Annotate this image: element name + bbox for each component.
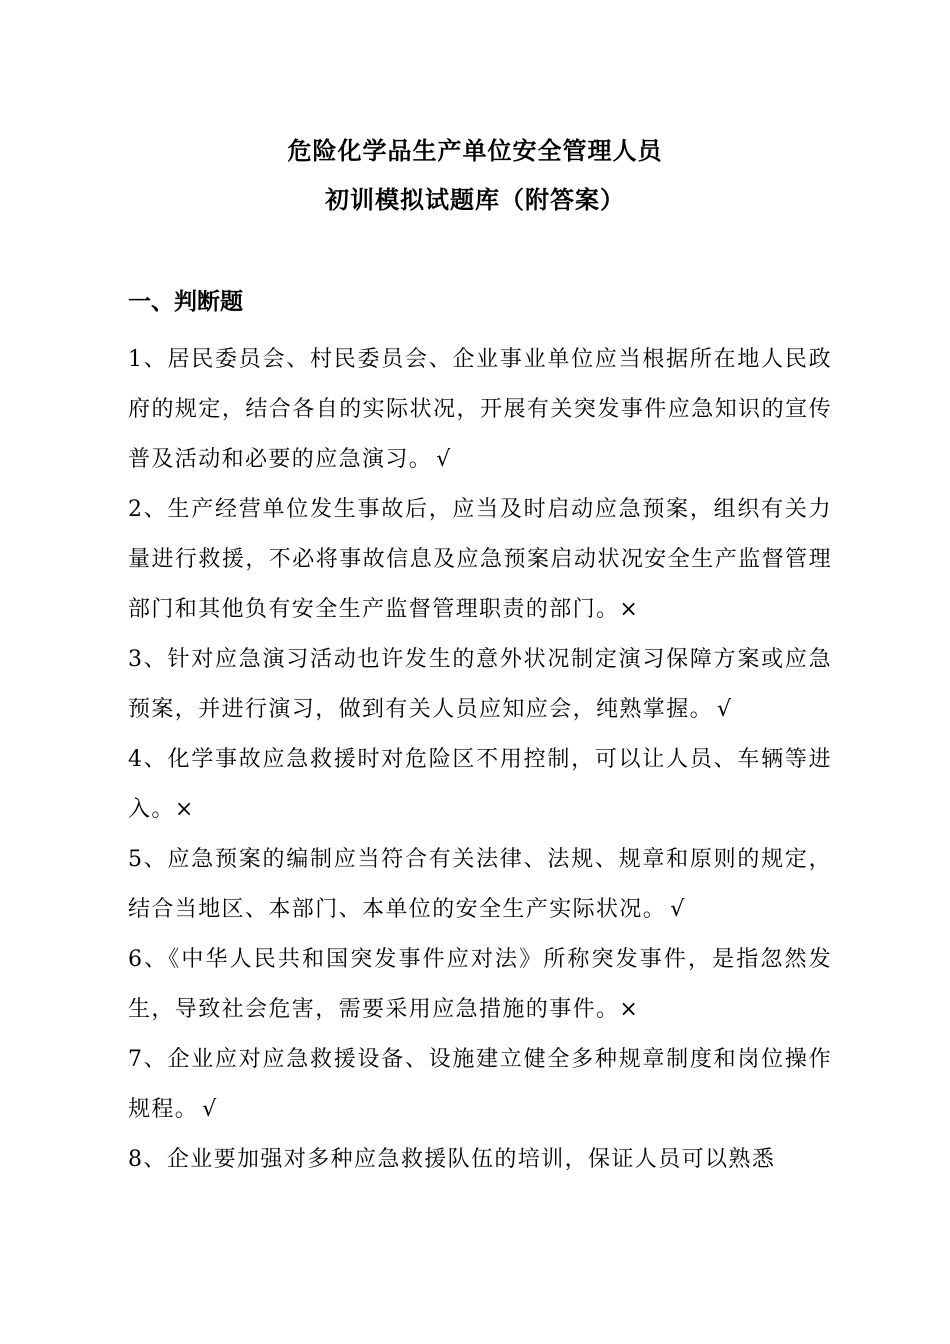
question-text: 《中华人民共和国突发事件应对法》所称突发事件，是指忽然发生，导致社会危害，需要采用应急措施的事件。: [128, 947, 832, 1022]
question-number: 7、: [128, 1047, 168, 1072]
section-heading: 一、判断题: [128, 289, 243, 315]
document-title-line2: 初训模拟试题库（附答案）: [325, 186, 625, 214]
question-item: [128, 835, 832, 935]
answer-mark: ×: [619, 997, 640, 1022]
question-number: 1、: [128, 347, 168, 372]
question-text: 针对应急演习活动也许发生的意外状况制定演习保障方案或应急预案，并进行演习，做到有关人员应知应会，纯熟掌握。: [128, 647, 832, 722]
question-number: 3、: [128, 647, 168, 672]
question-item: [128, 1135, 832, 1185]
answer-mark: √: [670, 897, 686, 922]
answer-mark: √: [717, 697, 733, 722]
question-item: [128, 935, 832, 1035]
question-item: [128, 335, 832, 485]
answer-mark: √: [436, 447, 452, 472]
question-item: [128, 485, 832, 635]
question-text: 企业应对应急救援设备、设施建立健全多种规章制度和岗位操作规程。: [128, 1047, 832, 1122]
answer-mark: ×: [174, 797, 195, 822]
question-text: 居民委员会、村民委员会、企业事业单位应当根据所在地人民政府的规定，结合各自的实际状况，开展有关突发事件应急知识的宣传普及活动和必要的应急演习。: [128, 347, 832, 472]
answer-mark: √: [202, 1097, 218, 1122]
question-item: [128, 1035, 832, 1135]
question-list: [128, 335, 832, 1185]
question-number: 4、: [128, 747, 168, 772]
question-text: 企业要加强对多种应急救援队伍的培训，保证人员可以熟悉: [166, 1147, 776, 1172]
question-number: 2、: [128, 497, 168, 522]
question-item: [128, 635, 832, 735]
question-text: 生产经营单位发生事故后，应当及时启动应急预案，组织有关力量进行救援，不必将事故信息及应急预案启动状况安全生产监督管理部门和其他负有安全生产监督管理职责的部门。: [128, 497, 832, 622]
question-text: 化学事故应急救援时对危险区不用控制，可以让人员、车辆等进入。: [128, 747, 832, 822]
question-text: 应急预案的编制应当符合有关法律、法规、规章和原则的规定，结合当地区、本部门、本单位的安全生产实际状况。: [128, 847, 832, 922]
question-number: 8、: [128, 1147, 167, 1172]
question-number: 5、: [128, 847, 168, 872]
question-number: 6、: [128, 947, 169, 972]
document-title-line1: 危险化学品生产单位安全管理人员: [287, 137, 663, 165]
answer-mark: ×: [619, 597, 640, 622]
question-item: [128, 735, 832, 835]
